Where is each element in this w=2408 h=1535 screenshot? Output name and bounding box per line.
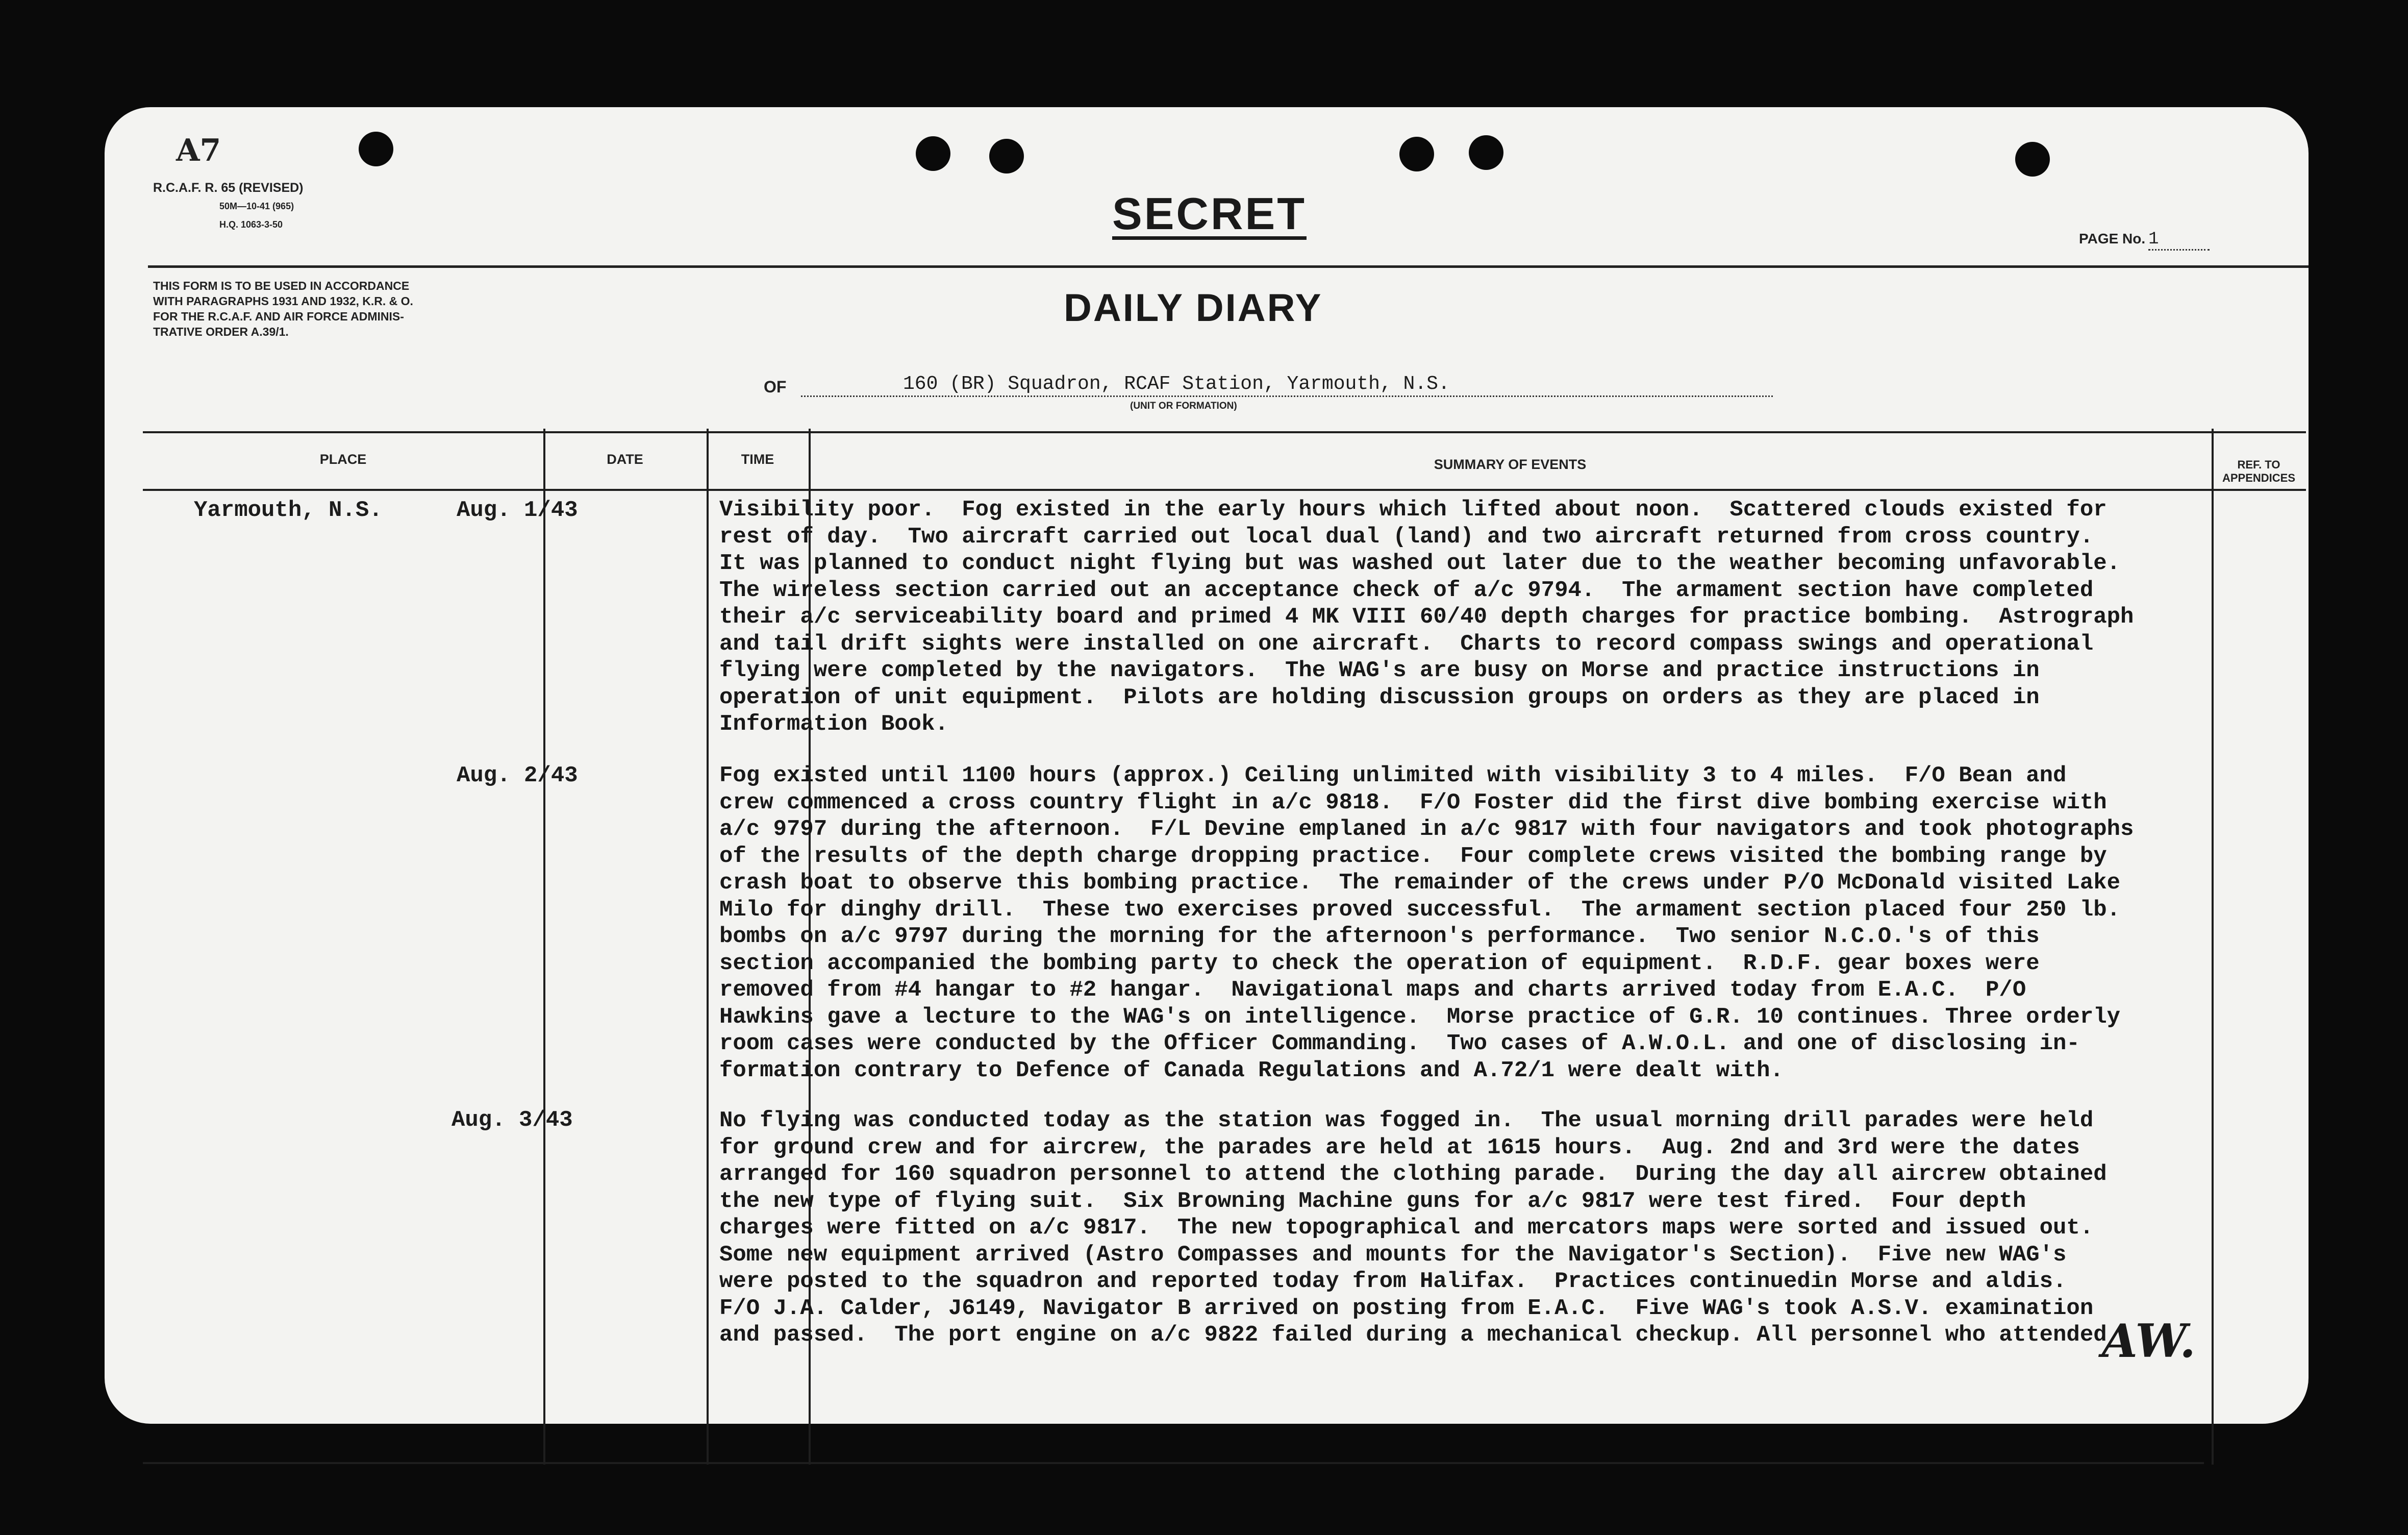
page-number-value: 1 xyxy=(2148,230,2210,251)
form-number: R.C.A.F. R. 65 (REVISED) xyxy=(153,181,304,195)
entry-line: the new type of flying suit. Six Browning Machine guns for a/c 9817 were test fired. Four depth xyxy=(719,1188,2026,1214)
form-title: DAILY DIARY xyxy=(1064,286,1323,330)
corner-mark: A7 xyxy=(176,133,221,168)
column-divider xyxy=(543,429,545,1465)
entry-line: and tail drift sights were installed on one aircraft. Charts to record compass swings and operational xyxy=(719,631,2094,657)
diary-entry xyxy=(719,762,2134,1084)
ref-line: REF. TO xyxy=(2237,458,2280,471)
column-header-summary: SUMMARY OF EVENTS xyxy=(1434,457,1587,472)
entry-date: Aug. 1/43 xyxy=(457,498,578,523)
place-value: Yarmouth, N.S. xyxy=(194,498,383,523)
entry-line: flying were completed by the navigators. The WAG's are busy on Morse and practice instructions in xyxy=(719,658,2040,683)
entry-line: Some new equipment arrived (Astro Compasses and mounts for the Navigator's Section). Five new WAG's xyxy=(719,1242,2067,1268)
entry-line: Information Book. xyxy=(719,711,948,737)
entry-line: removed from #4 hangar to #2 hangar. Navigational maps and charts arrived today from E.A.C. P/O xyxy=(719,977,2026,1003)
diary-form-card xyxy=(105,107,2309,1424)
column-divider xyxy=(707,429,709,1465)
punch-hole xyxy=(1469,135,1503,170)
entry-line: Visibility poor. Fog existed in the early hours which lifted about noon. Scattered clouds existed for xyxy=(719,497,2107,523)
entry-line: No flying was conducted today as the station was fogged in. The usual morning drill parades were held xyxy=(719,1108,2094,1133)
entry-line: their a/c serviceability board and primed 4 MK VIII 60/40 depth charges for practice bombing. Astrograph xyxy=(719,604,2134,630)
diary-entry xyxy=(719,1107,2117,1349)
hq-line: H.Q. 1063-3-50 xyxy=(219,219,283,230)
ref-line: APPENDICES xyxy=(2222,472,2296,484)
column-header-place: PLACE xyxy=(319,452,367,467)
entry-line: and passed. The port engine on a/c 9822 failed during a mechanical checkup. All personnel who attended xyxy=(719,1322,2107,1348)
entry-line: rest of day. Two aircraft carried out local dual (land) and two aircraft returned from cross country. xyxy=(719,524,2094,550)
punch-hole xyxy=(359,132,393,166)
entry-line: arranged for 160 squadron personnel to attend the clothing parade. During the day all aircrew obtained xyxy=(719,1161,2107,1187)
punch-hole xyxy=(989,139,1024,174)
entry-line: of the results of the depth charge dropping practice. Four complete crews visited the bombing range by xyxy=(719,843,2107,869)
instruction-line: WITH PARAGRAPHS 1931 AND 1932, K.R. & O. xyxy=(153,294,413,308)
entry-line: crash boat to observe this bombing practice. The remainder of the crews under P/O McDonald visited Lake xyxy=(719,870,2121,896)
column-header-time: TIME xyxy=(741,452,774,467)
entry-line: charges were fitted on a/c 9817. The new topographical and mercators maps were sorted and issued out. xyxy=(719,1215,2094,1241)
entry-line: section accompanied the bombing party to check the operation of equipment. R.D.F. gear boxes were xyxy=(719,950,2040,976)
form-instructions xyxy=(153,278,561,339)
entry-line: for ground crew and for aircrew, the parades are held at 1615 hours. Aug. 2nd and 3rd were the dates xyxy=(719,1134,2080,1160)
table-bottom-rule xyxy=(143,1462,2204,1464)
entry-line: Milo for dinghy drill. These two exercises proved successful. The armament section placed four 250 lb. xyxy=(719,897,2121,923)
instruction-line: THIS FORM IS TO BE USED IN ACCORDANCE xyxy=(153,279,410,292)
entry-line: formation contrary to Defence of Canada Regulations and A.72/1 were dealt with. xyxy=(719,1057,1784,1083)
print-line: 50M—10-41 (965) xyxy=(219,201,294,211)
of-label: OF xyxy=(764,378,787,396)
entry-date: Aug. 2/43 xyxy=(457,763,578,788)
entry-line: The wireless section carried out an acceptance check of a/c 9794. The armament section have completed xyxy=(719,577,2094,603)
form-reference xyxy=(153,179,304,234)
initials-signature: AW. xyxy=(2102,1314,2196,1368)
entry-line: a/c 9797 during the afternoon. F/L Devine emplaned in a/c 9817 with four navigators and took photographs xyxy=(719,816,2134,842)
table-top-rule xyxy=(143,431,2306,433)
classification-stamp: SECRET xyxy=(1112,188,1307,239)
punch-hole xyxy=(1399,137,1434,171)
entry-line: It was planned to conduct night flying but was washed out later due to the weather becoming unfavorable. xyxy=(719,551,2121,576)
entry-line: Fog existed until 1100 hours (approx.) Ceiling unlimited with visibility 3 to 4 miles. F/O Bean and xyxy=(719,763,2067,788)
entry-line: were posted to the squadron and reported today from Halifax. Practices continuedin Morse and aldis. xyxy=(719,1269,2067,1294)
entry-line: F/O J.A. Calder, J6149, Navigator B arrived on posting from E.A.C. Five WAG's took A.S.V. examination xyxy=(719,1295,2094,1321)
unit-field: 160 (BR) Squadron, RCAF Station, Yarmouth, N.S. xyxy=(801,372,1773,397)
entry-line: bombs on a/c 9797 during the morning for the afternoon's performance. Two senior N.C.O.'s of this xyxy=(719,924,2040,949)
entry-date: Aug. 3/43 xyxy=(451,1107,573,1133)
instruction-line: FOR THE R.C.A.F. AND AIR FORCE ADMINIS- xyxy=(153,310,404,323)
punch-hole xyxy=(2015,142,2050,177)
page-number xyxy=(2079,230,2210,251)
entry-line: operation of unit equipment. Pilots are holding discussion groups on orders as they are placed in xyxy=(719,684,2040,710)
instruction-line: TRATIVE ORDER A.39/1. xyxy=(153,325,289,338)
header-bottom-rule xyxy=(143,489,2306,491)
diary-entry xyxy=(719,497,2134,738)
page-label: PAGE No. xyxy=(2079,231,2146,246)
unit-caption: (UNIT OR FORMATION) xyxy=(1130,401,1237,411)
entry-line: crew commenced a cross country flight in a/c 9818. F/O Foster did the first dive bombing exercise with xyxy=(719,789,2107,815)
column-header-ref xyxy=(2212,458,2306,485)
entry-line: Hawkins gave a lecture to the WAG's on intelligence. Morse practice of G.R. 10 continues. Three orderly xyxy=(719,1004,2121,1030)
header-rule xyxy=(148,265,2309,268)
column-divider xyxy=(2212,429,2214,1465)
punch-hole xyxy=(916,136,950,171)
column-header-date: DATE xyxy=(607,452,643,467)
entry-line: room cases were conducted by the Officer Commanding. Two cases of A.W.O.L. and one of disclosing in- xyxy=(719,1031,2080,1056)
